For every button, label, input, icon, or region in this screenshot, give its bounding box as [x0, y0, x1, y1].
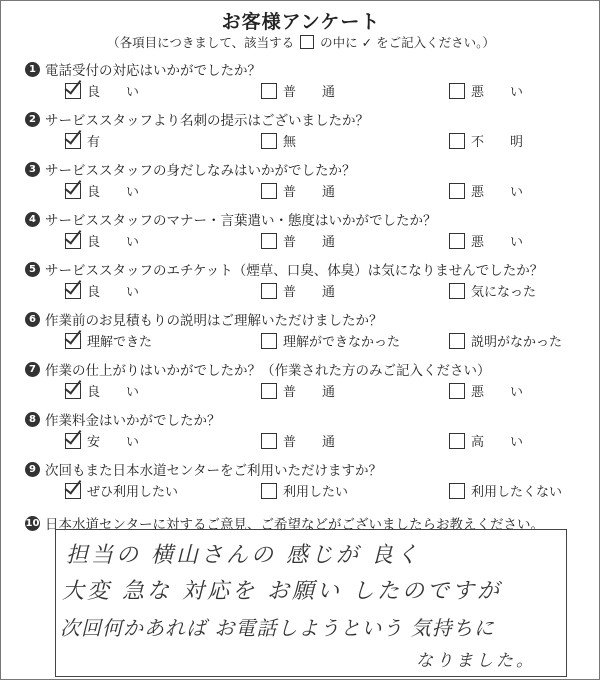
- question-5-text: サービススタッフのエチケット（煙草、口臭、体臭）は気になりませんでしたか？: [45, 263, 544, 279]
- question-7: [25, 359, 589, 409]
- option-label: 悪 い: [471, 385, 524, 400]
- checkbox-icon[interactable]: [65, 233, 81, 249]
- option-9-1[interactable]: [65, 481, 178, 500]
- option-label: 悪 い: [471, 185, 524, 200]
- question-number-2: 2: [25, 112, 40, 127]
- question-5-options: [65, 281, 600, 303]
- option-label: 利用したい: [283, 485, 349, 500]
- checkbox-icon[interactable]: [261, 333, 277, 349]
- option-8-2[interactable]: [261, 431, 335, 450]
- option-6-3[interactable]: [449, 331, 562, 350]
- instructions-text-2: の中に: [320, 35, 358, 50]
- option-1-1[interactable]: [65, 81, 139, 100]
- option-label: 悪 い: [471, 85, 524, 100]
- question-4: [25, 209, 589, 259]
- checkbox-icon[interactable]: [261, 83, 277, 99]
- question-number-9: 9: [25, 462, 40, 477]
- question-1-text: 電話受付の対応はいかがでしたか？: [45, 63, 261, 79]
- option-label: ぜひ利用したい: [87, 485, 179, 500]
- question-3: [25, 159, 589, 209]
- checkbox-icon[interactable]: [65, 83, 81, 99]
- option-label: 理解ができなかった: [283, 335, 401, 350]
- question-1: [25, 59, 589, 109]
- question-3-options: [65, 181, 600, 203]
- option-label: 説明がなかった: [471, 335, 563, 350]
- checkbox-example-icon: [300, 35, 314, 49]
- question-2-text: サービススタッフより名刺の提示はございましたか？: [45, 113, 369, 129]
- checkbox-icon[interactable]: [261, 483, 277, 499]
- option-6-1[interactable]: [65, 331, 152, 350]
- option-label: 普 通: [283, 435, 336, 450]
- comment-box[interactable]: [55, 529, 567, 677]
- checkbox-icon[interactable]: [449, 433, 465, 449]
- option-7-1[interactable]: [65, 381, 139, 400]
- option-label: 良 い: [87, 285, 140, 300]
- option-6-2[interactable]: [261, 331, 400, 350]
- checkbox-icon[interactable]: [261, 183, 277, 199]
- option-7-2[interactable]: [261, 381, 335, 400]
- question-7-text: 作業の仕上がりはいかがでしたか？（作業された方のみご記入ください）: [45, 363, 491, 379]
- option-2-3[interactable]: [449, 131, 523, 150]
- question-10-text: 日本水道センターに対するご意見、ご希望などがございましたらお教えください。: [45, 517, 544, 533]
- checkbox-icon[interactable]: [261, 383, 277, 399]
- question-number-1: 1: [25, 62, 40, 77]
- checkbox-icon[interactable]: [261, 233, 277, 249]
- comment-line-4: なりました。: [416, 651, 536, 671]
- option-label: 良 い: [87, 85, 140, 100]
- option-2-1[interactable]: [65, 131, 100, 150]
- option-9-2[interactable]: [261, 481, 348, 500]
- option-label: 普 通: [283, 235, 336, 250]
- option-label: 無: [283, 135, 297, 150]
- checkbox-icon[interactable]: [65, 483, 81, 499]
- checkbox-icon[interactable]: [449, 483, 465, 499]
- question-6-options: [65, 331, 600, 353]
- checkbox-icon[interactable]: [65, 283, 81, 299]
- option-label: 不 明: [471, 135, 524, 150]
- checkbox-icon[interactable]: [261, 283, 277, 299]
- option-4-2[interactable]: [261, 231, 335, 250]
- option-1-2[interactable]: [261, 81, 335, 100]
- option-3-1[interactable]: [65, 181, 139, 200]
- question-number-8: 8: [25, 412, 40, 427]
- option-label: 普 通: [283, 185, 336, 200]
- question-7-options: [65, 381, 600, 403]
- option-label: 高 い: [471, 435, 524, 450]
- option-9-3[interactable]: [449, 481, 562, 500]
- question-8-options: [65, 431, 600, 453]
- option-label: 良 い: [87, 235, 140, 250]
- option-8-1[interactable]: [65, 431, 139, 450]
- question-8-text: 作業料金はいかがでしたか？: [45, 413, 221, 429]
- checkbox-icon[interactable]: [449, 283, 465, 299]
- option-label: 利用したくない: [471, 485, 563, 500]
- question-9-text: 次回もまた日本水道センターをご利用いただけますか？: [45, 463, 382, 479]
- option-4-3[interactable]: [449, 231, 523, 250]
- question-9: [25, 459, 589, 509]
- option-label: 気になった: [471, 285, 537, 300]
- checkbox-icon[interactable]: [261, 433, 277, 449]
- question-number-4: 4: [25, 212, 40, 227]
- question-9-options: [65, 481, 600, 503]
- question-3-text: サービススタッフの身だしなみはいかがでしたか？: [45, 163, 356, 179]
- option-label: 普 通: [283, 385, 336, 400]
- question-5: [25, 259, 589, 309]
- comment-line-1: 担当の 横山さんの 感じが 良く: [66, 543, 421, 568]
- option-1-3[interactable]: [449, 81, 523, 100]
- checkbox-icon[interactable]: [65, 383, 81, 399]
- question-number-5: 5: [25, 262, 40, 277]
- question-2: [25, 109, 589, 159]
- checkbox-icon[interactable]: [65, 433, 81, 449]
- question-4-text: サービススタッフのマナー・言葉遣い・態度はいかがでしたか？: [45, 213, 437, 229]
- option-3-3[interactable]: [449, 181, 523, 200]
- option-label: 普 通: [283, 85, 336, 100]
- question-1-options: [65, 81, 600, 103]
- option-5-3[interactable]: [449, 281, 536, 300]
- question-6: [25, 309, 589, 359]
- comment-line-2: 大変 急な 対応を お願い したのですが: [62, 579, 502, 604]
- question-2-options: [65, 131, 600, 153]
- checkbox-icon[interactable]: [449, 133, 465, 149]
- instructions-text-3: をご記入ください。）: [376, 35, 495, 50]
- question-number-10: 10: [25, 517, 40, 529]
- question-4-options: [65, 231, 600, 253]
- checkbox-icon[interactable]: [261, 133, 277, 149]
- option-4-1[interactable]: [65, 231, 139, 250]
- instructions-text-1: （各項目につきまして、該当する: [107, 35, 295, 50]
- form-title: お客様アンケート: [221, 11, 381, 33]
- comment-line-3: 次回何かあれば お電話しようという 気持ちに: [60, 616, 495, 640]
- question-8: [25, 409, 589, 459]
- checkbox-icon[interactable]: [449, 383, 465, 399]
- question-number-6: 6: [25, 312, 40, 327]
- question-number-7: 7: [25, 362, 40, 377]
- question-6-text: 作業前のお見積もりの説明はご理解いただけましたか？: [45, 313, 383, 329]
- option-7-3[interactable]: [449, 381, 523, 400]
- option-3-2[interactable]: [261, 181, 335, 200]
- option-label: 有: [87, 135, 101, 150]
- option-label: 良 い: [87, 185, 140, 200]
- checkbox-icon[interactable]: [449, 333, 465, 349]
- option-8-3[interactable]: [449, 431, 523, 450]
- question-number-3: 3: [25, 162, 40, 177]
- checkbox-icon[interactable]: [449, 83, 465, 99]
- instructions: [1, 33, 600, 51]
- option-label: 悪 い: [471, 235, 524, 250]
- option-label: 普 通: [283, 285, 336, 300]
- option-5-1[interactable]: [65, 281, 139, 300]
- option-label: 良 い: [87, 385, 140, 400]
- checkbox-icon[interactable]: [65, 333, 81, 349]
- checkbox-icon[interactable]: [65, 133, 81, 149]
- option-label: 理解できた: [87, 335, 153, 350]
- checkbox-icon[interactable]: [449, 183, 465, 199]
- option-2-2[interactable]: [261, 131, 296, 150]
- checkmark-example-icon: ✓: [361, 35, 373, 50]
- checkbox-icon[interactable]: [449, 233, 465, 249]
- option-5-2[interactable]: [261, 281, 335, 300]
- option-label: 安 い: [87, 435, 140, 450]
- checkbox-icon[interactable]: [65, 183, 81, 199]
